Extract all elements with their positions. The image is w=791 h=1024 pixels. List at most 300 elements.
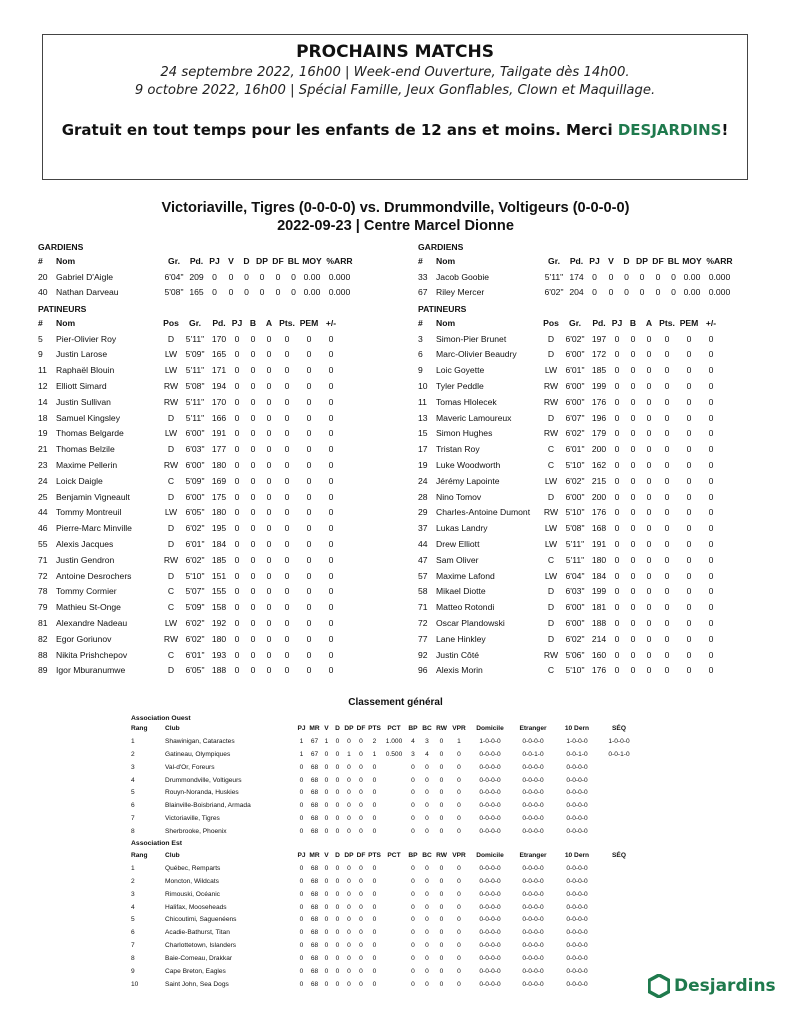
table-cell [382, 825, 406, 838]
table-cell: 0 [284, 554, 290, 565]
table-cell: Tomas Hlolecek [436, 396, 497, 407]
table-cell: 0 [686, 475, 692, 486]
table-cell: D [167, 523, 175, 534]
column-header: D [243, 255, 250, 266]
table-cell: 0 [708, 428, 714, 439]
column-header: RW [436, 724, 447, 732]
column-header: D [335, 851, 340, 859]
table-cell: 0 [328, 428, 334, 439]
table-cell: 0 [328, 602, 334, 613]
table-cell: 0 [347, 980, 351, 988]
table-cell: Simon-Pier Brunet [436, 333, 507, 344]
table-cell: 162 [591, 460, 607, 471]
skater-row [418, 584, 721, 600]
table-cell: 0 [411, 903, 415, 911]
table-cell: 0 [639, 271, 645, 282]
skater-row [418, 457, 721, 473]
table-cell: 0 [425, 815, 429, 823]
table-cell: 0 [664, 333, 670, 344]
standings-row [131, 978, 639, 991]
table-cell: 0-0-1-0 [608, 750, 630, 758]
table-cell: 0 [359, 967, 363, 975]
table-cell: Nino Tomov [436, 491, 482, 502]
table-cell: 0 [646, 523, 652, 534]
table-cell: Matteo Rotondi [436, 602, 495, 613]
column-header: Pd. [569, 255, 584, 266]
table-cell: 0 [306, 649, 312, 660]
table-cell: 0 [299, 980, 304, 988]
standings-row [131, 926, 639, 939]
table-cell: 0 [708, 333, 714, 344]
column-header: # [418, 317, 423, 328]
table-cell: D [547, 602, 555, 613]
table-cell: Loic Goyette [436, 365, 485, 376]
table-cell: 0 [324, 877, 329, 885]
table-cell: 0 [328, 381, 334, 392]
table-cell: 1.000 [385, 737, 403, 745]
table-cell: 0 [347, 877, 351, 885]
table-cell: 0 [614, 523, 620, 534]
table-cell: Gabriel D'Aigle [56, 271, 114, 282]
table-cell: 5'07" [185, 586, 205, 597]
table-cell: 0 [335, 763, 340, 771]
table-cell: 0 [291, 287, 296, 298]
table-cell: 0 [457, 776, 461, 784]
away-goalies-label: GARDIENS [418, 242, 464, 252]
table-cell: 0 [630, 507, 636, 518]
table-cell: 0 [234, 491, 240, 502]
table-cell: D [167, 491, 175, 502]
table-cell: 0 [284, 586, 290, 597]
table-cell: 0 [284, 570, 290, 581]
table-cell: 5'08" [164, 287, 184, 298]
skater-row [38, 647, 341, 663]
table-cell: 5 [131, 789, 135, 797]
table-cell: RW [163, 460, 179, 471]
table-cell: Riley Mercer [436, 287, 485, 298]
table-cell: 18 [38, 412, 48, 423]
table-cell: 0 [266, 649, 272, 660]
table-cell: 3 [131, 890, 135, 898]
away-skaters-label: PATINEURS [418, 304, 467, 314]
table-cell: 7 [131, 942, 135, 950]
table-cell: 0-0-0-0 [522, 955, 544, 963]
standings-row [131, 913, 639, 926]
table-cell: LW [164, 349, 178, 360]
column-header: %ARR [706, 255, 733, 266]
table-cell: 0 [284, 602, 290, 613]
table-cell: 0 [250, 602, 256, 613]
west-standings-table [131, 722, 639, 838]
table-cell: 4 [411, 737, 415, 745]
goalie-header-row [418, 253, 736, 269]
table-cell: 0 [259, 287, 265, 298]
table-cell: 0 [614, 396, 620, 407]
table-cell: 0 [457, 916, 461, 924]
table-cell: D [167, 665, 175, 676]
table-cell: 2 [372, 737, 377, 745]
skater-row [38, 394, 341, 410]
skater-row [418, 378, 721, 394]
table-cell: 180 [211, 460, 227, 471]
table-cell: 72 [38, 570, 48, 581]
table-cell: 0 [630, 586, 636, 597]
table-cell: 0 [359, 776, 363, 784]
table-cell: 0 [425, 802, 429, 810]
table-cell: 0 [425, 967, 429, 975]
table-cell: D [547, 491, 555, 502]
table-cell: 0 [347, 864, 351, 872]
table-cell: 0 [646, 570, 652, 581]
table-cell: 40 [38, 287, 48, 298]
table-cell: 0 [234, 602, 240, 613]
column-header: Nom [436, 255, 456, 266]
table-cell: Halifax, Mooseheads [165, 903, 227, 911]
table-cell [599, 774, 639, 787]
table-cell: RW [543, 507, 559, 518]
table-cell: 165 [211, 349, 227, 360]
table-cell: 0-0-0-0 [566, 942, 588, 950]
table-cell: 0 [686, 460, 692, 471]
table-cell: 88 [38, 649, 48, 660]
table-cell: 0 [284, 618, 290, 629]
skater-row [38, 520, 341, 536]
column-header: PJ [297, 851, 306, 859]
table-cell: Pierre-Marc Minville [56, 523, 132, 534]
table-cell: 0-0-0-0 [566, 802, 588, 810]
table-cell: 0 [411, 942, 415, 950]
table-cell: 0-0-1-0 [522, 750, 544, 758]
table-cell: 0 [664, 649, 670, 660]
table-cell: 0 [614, 554, 620, 565]
table-cell: 0-0-0-0 [566, 828, 588, 836]
table-cell: 68 [310, 815, 319, 823]
column-header: # [38, 255, 43, 266]
hexagon-icon [648, 974, 670, 998]
table-cell: 0 [686, 539, 692, 550]
table-cell: 0 [608, 271, 614, 282]
table-cell: 0 [425, 877, 429, 885]
table-cell: 0 [306, 460, 312, 471]
table-cell: 0 [250, 396, 256, 407]
east-standings-table [131, 849, 639, 991]
table-cell: 0 [411, 877, 415, 885]
table-cell: 0 [359, 955, 363, 963]
table-cell: 68 [310, 864, 319, 872]
skater-row [38, 331, 341, 347]
skater-row [418, 615, 721, 631]
table-cell: 68 [310, 877, 319, 885]
table-cell: 0 [306, 539, 312, 550]
table-cell: 0 [266, 491, 272, 502]
banner-line-1: 24 septembre 2022, 16h00 | Week-end Ouverture, Tailgate dès 14h00. [160, 65, 630, 80]
table-cell: 2 [131, 750, 135, 758]
table-cell: 0 [335, 877, 340, 885]
table-cell: 6 [131, 802, 135, 810]
standings-row [131, 862, 639, 875]
table-cell: 0 [324, 980, 329, 988]
table-cell: Alexandre Nadeau [56, 618, 128, 629]
table-cell: 4 [131, 776, 135, 784]
table-cell: 0 [646, 507, 652, 518]
column-header: +/- [325, 317, 337, 328]
table-cell: 0 [608, 287, 614, 298]
table-cell: 0 [664, 539, 670, 550]
column-header: RW [436, 851, 447, 859]
table-cell: Drummondville, Voltigeurs [165, 776, 242, 784]
table-cell: 0 [372, 890, 377, 898]
table-cell: 0 [425, 980, 429, 988]
standings-row [131, 799, 639, 812]
table-cell: 68 [310, 789, 319, 797]
table-cell: 14 [38, 396, 48, 407]
table-cell: 0 [439, 864, 444, 872]
table-cell: 0 [250, 618, 256, 629]
table-cell: 0 [335, 750, 340, 758]
table-cell: 0 [324, 815, 329, 823]
table-cell: 0 [372, 903, 377, 911]
table-cell: 0 [250, 633, 256, 644]
table-cell: 1-0-0-0 [566, 737, 588, 745]
table-cell: Justin Côté [436, 649, 479, 660]
table-cell: 185 [211, 554, 227, 565]
table-cell [382, 888, 406, 901]
table-cell: 193 [211, 649, 227, 660]
table-cell: 0 [275, 287, 281, 298]
skater-row [418, 647, 721, 663]
table-cell: C [167, 649, 175, 660]
table-cell: 0 [228, 287, 234, 298]
table-cell: RW [163, 633, 179, 644]
table-cell: 0 [234, 365, 240, 376]
table-cell: Alexis Jacques [56, 539, 114, 550]
table-cell: 0 [347, 815, 351, 823]
table-cell: 6'00" [185, 460, 205, 471]
table-cell: 0 [708, 444, 714, 455]
table-cell: 0 [425, 929, 429, 937]
away-skaters-table [418, 315, 721, 678]
table-cell: 57 [418, 570, 428, 581]
table-cell: 0 [299, 815, 304, 823]
table-cell: 0 [299, 942, 304, 950]
column-header: Gr. [168, 255, 180, 266]
column-header: Gr. [189, 317, 201, 328]
table-cell: 0 [411, 890, 415, 898]
table-cell: 6'00" [565, 381, 585, 392]
table-cell: 0 [708, 475, 714, 486]
table-cell: 68 [310, 828, 319, 836]
skater-row [38, 536, 341, 552]
table-cell: 5'11" [185, 333, 205, 344]
table-cell: 0 [664, 349, 670, 360]
table-cell: 0 [234, 539, 240, 550]
table-cell: 6 [418, 349, 423, 360]
table-cell [599, 888, 639, 901]
table-cell: 0 [359, 828, 363, 836]
table-cell: 0 [630, 539, 636, 550]
column-header: PJ [611, 317, 623, 328]
table-cell: 0 [630, 396, 636, 407]
table-cell: Justin Larose [56, 349, 108, 360]
table-cell: 0 [708, 618, 714, 629]
table-cell: Thomas Belgarde [56, 428, 124, 439]
table-cell: 0 [630, 412, 636, 423]
table-cell: 37 [418, 523, 428, 534]
column-header: Pd. [189, 255, 204, 266]
table-cell: 0 [614, 649, 620, 660]
table-cell: 0 [411, 776, 415, 784]
table-cell: 184 [591, 570, 607, 581]
table-cell: 0 [347, 942, 351, 950]
table-cell: 0-0-0-0 [479, 980, 501, 988]
table-cell [599, 825, 639, 838]
table-cell: Justin Gendron [56, 554, 115, 565]
table-cell: 0 [425, 942, 429, 950]
skater-row [38, 441, 341, 457]
column-header: Pos [543, 317, 559, 328]
table-cell: 0 [614, 507, 620, 518]
table-cell: RW [163, 554, 179, 565]
table-cell: 168 [591, 523, 607, 534]
table-cell: 0-0-0-0 [479, 955, 501, 963]
table-cell: 11 [418, 396, 427, 407]
table-cell: 0-0-0-0 [522, 942, 544, 950]
table-cell: Simon Hughes [436, 428, 493, 439]
table-cell: 172 [591, 349, 607, 360]
table-cell: 68 [310, 890, 319, 898]
standings-row [131, 952, 639, 965]
table-cell: 6'05" [185, 665, 205, 676]
skater-row [38, 599, 341, 615]
table-cell: 72 [418, 618, 428, 629]
table-cell: 191 [591, 539, 607, 550]
table-cell: 0 [708, 412, 714, 423]
table-cell: 68 [310, 929, 319, 937]
banner-title: PROCHAINS MATCHS [296, 42, 494, 62]
table-cell: 0 [359, 864, 363, 872]
table-cell: 0 [234, 649, 240, 660]
table-cell: 0 [614, 428, 620, 439]
table-cell: Charles-Antoine Dumont [436, 507, 531, 518]
table-cell: 0 [457, 864, 461, 872]
table-cell: RW [163, 396, 179, 407]
table-cell: 0 [328, 523, 334, 534]
table-cell: Luke Woodworth [436, 460, 501, 471]
west-association-label: Association Ouest [131, 715, 191, 722]
table-cell [382, 812, 406, 825]
table-cell: 0.00 [683, 287, 701, 298]
table-cell: 0 [411, 929, 415, 937]
table-cell: 0 [457, 903, 461, 911]
table-cell: 0 [411, 955, 415, 963]
table-cell: 5'08" [185, 381, 205, 392]
table-cell: 0 [234, 570, 240, 581]
table-cell: 0 [324, 903, 329, 911]
table-cell: 0 [425, 916, 429, 924]
table-cell: 0 [335, 737, 340, 745]
table-cell: 0 [299, 903, 304, 911]
table-cell: 0 [234, 507, 240, 518]
column-header: 10 Dern [564, 724, 590, 732]
table-cell [599, 952, 639, 965]
table-cell: Baie-Comeau, Drakkar [165, 955, 233, 963]
skater-row [38, 426, 341, 442]
table-cell: 1 [299, 737, 304, 745]
table-cell: 5'10" [565, 665, 585, 676]
table-cell: 23 [38, 460, 48, 471]
table-cell: 3 [131, 763, 135, 771]
table-cell: 0 [284, 412, 290, 423]
table-cell: 0 [439, 815, 444, 823]
table-cell: 0 [266, 396, 272, 407]
table-cell: 0 [646, 602, 652, 613]
table-cell: 0 [335, 955, 340, 963]
table-cell: 3 [418, 333, 423, 344]
table-cell: 0 [335, 929, 340, 937]
standings-row [131, 888, 639, 901]
table-cell: Raphaël Blouin [56, 365, 115, 376]
table-cell: 0 [411, 916, 415, 924]
table-cell: 0 [708, 633, 714, 644]
table-cell: 0 [457, 877, 461, 885]
table-cell: 0 [614, 586, 620, 597]
table-cell: 68 [310, 980, 319, 988]
table-cell [382, 786, 406, 799]
table-cell: 0 [664, 444, 670, 455]
column-header: MR [309, 724, 320, 732]
skater-row [418, 552, 721, 568]
table-cell: 0 [664, 428, 670, 439]
column-header: SÉQ [612, 851, 626, 859]
table-cell: 0 [664, 381, 670, 392]
table-cell: Nathan Darveau [56, 287, 119, 298]
table-cell: 0 [372, 802, 377, 810]
table-cell: LW [164, 618, 178, 629]
table-cell [382, 939, 406, 952]
table-cell: 160 [591, 649, 607, 660]
table-cell: 0-0-0-0 [479, 916, 501, 924]
column-header: Club [165, 724, 180, 732]
table-cell: 1-0-0-0 [608, 737, 630, 745]
table-cell: 0 [306, 554, 312, 565]
table-cell: 0-0-0-0 [479, 828, 501, 836]
table-cell: 67 [418, 287, 428, 298]
table-cell: Rouyn-Noranda, Huskies [165, 789, 239, 797]
table-cell: 68 [310, 916, 319, 924]
column-header: A [265, 317, 273, 328]
table-cell: 0 [335, 916, 340, 924]
table-cell: 6'02" [565, 475, 585, 486]
column-header: Rang [131, 851, 148, 859]
table-cell: 0 [324, 750, 329, 758]
goalie-row [418, 285, 736, 301]
table-cell: 0 [708, 602, 714, 613]
table-cell: 188 [211, 665, 227, 676]
table-cell: 0 [250, 570, 256, 581]
table-cell: 0 [664, 412, 670, 423]
table-cell: 78 [38, 586, 48, 597]
standings-row [131, 774, 639, 787]
table-cell: 0 [306, 665, 312, 676]
table-cell: 44 [38, 507, 48, 518]
table-cell [599, 799, 639, 812]
column-header: PTS [368, 851, 381, 859]
table-cell: 0 [266, 523, 272, 534]
table-cell: 0 [372, 877, 377, 885]
table-cell: 6'00" [565, 618, 585, 629]
skater-row [38, 552, 341, 568]
table-cell: 0-0-0-0 [566, 916, 588, 924]
